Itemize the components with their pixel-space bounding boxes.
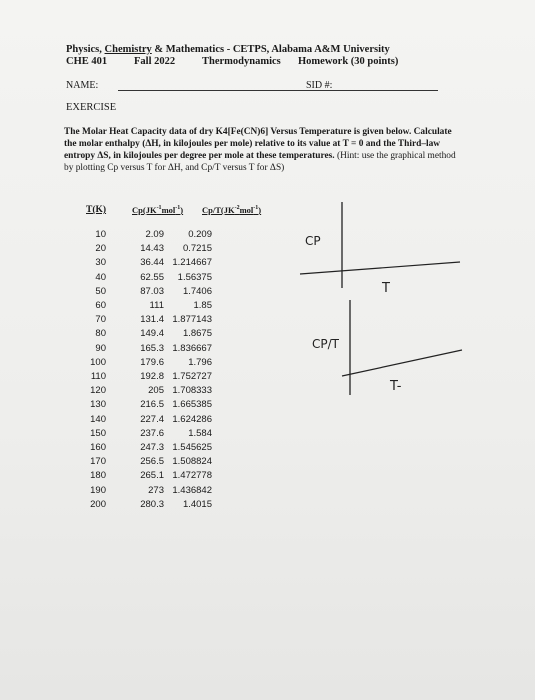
cpt-head-b: mol [239, 205, 254, 215]
table-row [76, 313, 212, 327]
cell-cp: 205 [148, 385, 164, 397]
cell-t: 110 [90, 371, 106, 383]
sid-label: SID #: [306, 80, 333, 91]
sid-field-line[interactable] [328, 90, 438, 91]
cpt-head-sup2: -1 [253, 205, 259, 212]
col-header-cpt [202, 205, 261, 215]
cell-cp: 273 [148, 484, 164, 496]
course-term: Fall 2022 [134, 56, 176, 67]
cell-cpt: 1.472778 [172, 470, 212, 482]
col-header-t [86, 205, 106, 215]
cell-cpt: 0.7215 [182, 243, 212, 255]
student-info-row [66, 80, 446, 91]
graph2-xlabel: T- [390, 379, 402, 394]
cell-t: 60 [95, 300, 106, 312]
hand-drawn-sketch [290, 190, 480, 410]
table-row [76, 469, 212, 483]
table-row [76, 356, 212, 370]
cell-cp: 87.03 [140, 285, 164, 297]
cell-t: 20 [95, 243, 106, 255]
cell-cp: 111 [149, 300, 164, 312]
table-row [76, 370, 212, 384]
name-label: NAME: [66, 80, 99, 91]
cell-cpt: 1.8675 [182, 328, 212, 340]
cell-t: 10 [95, 229, 106, 240]
cell-t: 70 [95, 314, 106, 326]
cell-t: 120 [90, 385, 106, 397]
cell-t: 130 [90, 399, 106, 411]
heat-capacity-table [76, 228, 212, 512]
cell-cpt: 0.209 [188, 229, 212, 240]
header-suffix: & Mathematics - CETPS, Alabama A&M University [151, 44, 390, 55]
table-row [76, 398, 212, 412]
cell-cp: 192.8 [140, 371, 164, 383]
exercise-question [64, 126, 459, 174]
course-subject: Thermodynamics [202, 56, 281, 67]
cell-t: 150 [90, 427, 106, 439]
graph1-x-axis [300, 262, 460, 274]
table-row [76, 484, 212, 498]
table-row [76, 256, 212, 270]
table-row [76, 384, 212, 398]
cell-t: 160 [90, 442, 106, 454]
table-row [76, 427, 212, 441]
cp-head-c: ) [180, 205, 184, 215]
table-row [76, 285, 212, 299]
question-main-text: The Molar Heat Capacity data of dry K4[Fe(CN)6] Versus Temperature is given below. Calculate the molar enthalpy (ΔH, in kilojoules per mole) relative to its value at T = 0 and the Third–law entropy ΔS, in kilojoules per degree per mole at these temperatures. [64, 127, 452, 161]
table-row [76, 228, 212, 242]
cell-cp: 247.3 [140, 442, 164, 454]
cell-cpt: 1.665385 [172, 399, 212, 411]
cell-cpt: 1.436842 [172, 484, 212, 496]
cpt-head-a: Cp/T(JK [202, 205, 235, 215]
cell-cp: 280.3 [140, 498, 164, 510]
cell-cp: 237.6 [140, 427, 164, 439]
cell-t: 170 [90, 456, 106, 468]
cell-cpt: 1.796 [188, 356, 212, 368]
header-line-1 [66, 44, 398, 56]
cell-cpt: 1.584 [188, 427, 212, 439]
cp-head-a: Cp(JK [132, 205, 157, 215]
cell-cp: 165.3 [140, 342, 164, 354]
cell-t: 140 [90, 413, 106, 425]
cell-cpt: 1.877143 [172, 314, 212, 326]
cell-t: 180 [90, 470, 106, 482]
cell-cp: 36.44 [140, 257, 164, 269]
question-hint: (Hint: use the graphical method by plotting Cp versus T for ΔH, and Cp/T versus T for ΔS) [64, 151, 456, 173]
course-code: CHE 401 [66, 56, 108, 67]
cell-cp: 131.4 [140, 314, 164, 326]
table-row [76, 455, 212, 469]
cell-t: 50 [95, 285, 106, 297]
cell-cpt: 1.56375 [177, 271, 212, 283]
cp-head-sup2: -1 [175, 205, 181, 212]
graph2-x-axis [342, 350, 462, 376]
cell-cp: 62.55 [140, 271, 164, 283]
cell-t: 100 [90, 356, 106, 368]
cell-cp: 265.1 [140, 470, 164, 482]
cell-cpt: 1.624286 [172, 413, 212, 425]
cpt-head-sup1: -2 [234, 205, 240, 212]
cpt-head-c: ) [258, 205, 262, 215]
cell-t: 90 [95, 342, 106, 354]
homework-points: Homework (30 points) [298, 56, 399, 67]
cell-cpt: 1.836667 [172, 342, 212, 354]
graph2-ylabel: CP/T [312, 337, 339, 351]
cell-t: 30 [95, 257, 106, 269]
cell-cp: 179.6 [140, 356, 164, 368]
cell-t: 40 [95, 271, 106, 283]
graph1-ylabel: CP [305, 234, 321, 248]
table-row [76, 299, 212, 313]
cell-cpt: 1.508824 [172, 456, 212, 468]
graph1-xlabel: T [382, 281, 390, 296]
exercise-heading: EXERCISE [66, 102, 117, 113]
col-header-cp [132, 205, 183, 215]
cell-cpt: 1.214667 [172, 257, 212, 269]
table-row [76, 498, 212, 512]
cell-cpt: 1.7406 [182, 285, 212, 297]
cell-cp: 227.4 [140, 413, 164, 425]
cell-cp: 2.09 [145, 229, 164, 240]
cell-cpt: 1.85 [193, 300, 212, 312]
cell-cp: 216.5 [140, 399, 164, 411]
name-field-line[interactable] [118, 90, 336, 91]
cell-cp: 256.5 [140, 456, 164, 468]
header-line-2 [66, 56, 398, 68]
cell-cp: 149.4 [140, 328, 164, 340]
cell-cp: 14.43 [140, 243, 164, 255]
table-row [76, 413, 212, 427]
cp-head-b: mol [161, 205, 176, 215]
cell-t: 200 [90, 498, 106, 510]
table-row [76, 327, 212, 341]
cell-cpt: 1.4015 [182, 498, 212, 510]
cell-cpt: 1.752727 [172, 371, 212, 383]
cell-t: 80 [95, 328, 106, 340]
col-header-t-text: T(K) [86, 205, 107, 215]
table-row [76, 342, 212, 356]
cell-cpt: 1.708333 [172, 385, 212, 397]
document-header [66, 44, 398, 68]
header-prefix: Physics, [66, 44, 105, 55]
header-chemistry: Chemistry [104, 44, 152, 55]
table-row [76, 271, 212, 285]
cell-cpt: 1.545625 [172, 442, 212, 454]
table-row [76, 242, 212, 256]
cell-t: 190 [90, 484, 106, 496]
table-row [76, 441, 212, 455]
cp-head-sup1: -1 [156, 205, 162, 212]
